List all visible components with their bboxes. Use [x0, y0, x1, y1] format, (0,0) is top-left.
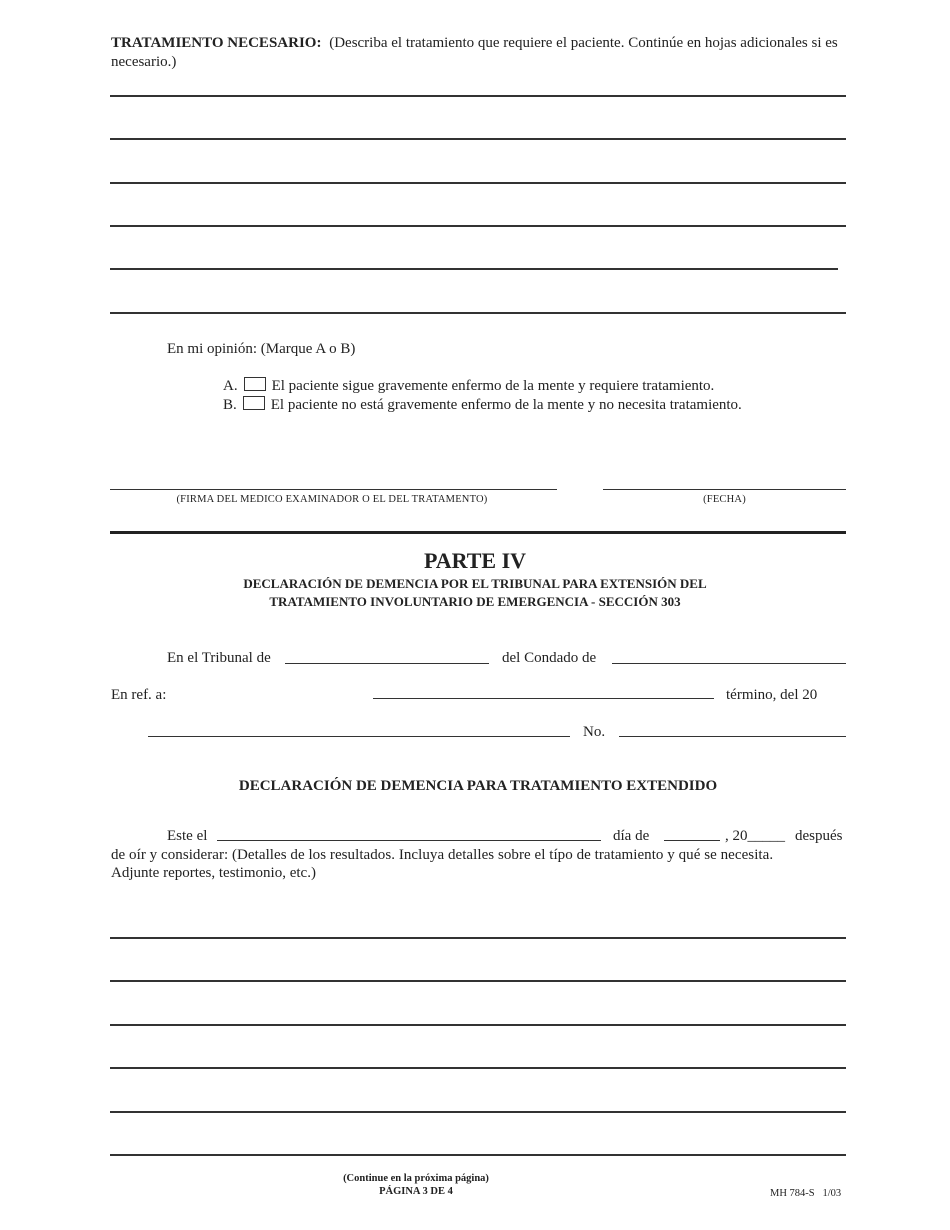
option-a-text: El paciente sigue gravemente enfermo de la mente y requiere tratamiento. [271, 378, 715, 394]
part4-title: PARTE IV [423, 548, 527, 573]
option-a-letter: A. [223, 378, 238, 394]
opinion-prompt: En mi opinión: (Marque A o B) [167, 341, 356, 357]
treatment-section [111, 34, 846, 72]
court-field[interactable] [285, 663, 489, 664]
details-line-2: Adjunte reportes, testimonio, etc.) [111, 865, 316, 881]
number-field[interactable] [619, 736, 846, 737]
term-label: término, del 20 [726, 687, 818, 703]
part4-subtitle-line1: DECLARACIÓN DE DEMENCIA POR EL TRIBUNAL PARA EXTENSIÓN DEL [243, 576, 707, 591]
treatment-line-3[interactable] [110, 182, 846, 184]
year-field[interactable]: , 20_____ [725, 828, 785, 844]
option-b-letter: B. [223, 397, 237, 413]
extended-treatment-heading: DECLARACIÓN DE DEMENCIA PARA TRATAMIENTO EXTENDIDO [238, 778, 718, 794]
form-code: MH 784-S 1/03 [770, 1188, 842, 1199]
option-a-checkbox[interactable] [244, 377, 266, 391]
treatment-line-2[interactable] [110, 138, 846, 140]
part-separator [110, 531, 846, 534]
details-line-field-2[interactable] [110, 980, 846, 982]
number-label: No. [583, 724, 606, 740]
details-line-field-6[interactable] [110, 1154, 846, 1156]
page-number: PÁGINA 3 DE 4 [379, 1186, 453, 1197]
treatment-line-4[interactable] [110, 225, 846, 227]
dia-de-label: día de [613, 828, 650, 844]
ref-field[interactable] [373, 698, 714, 699]
ref-label: En ref. a: [111, 687, 167, 703]
part4-subtitle-line2: TRATAMIENTO INVOLUNTARIO DE EMERGENCIA - SECCIÓN 303 [269, 594, 681, 609]
treatment-instruction: (Describa el tratamiento que requiere el paciente. Continúe en hojas adicionales si es necesario.) [111, 35, 838, 70]
day-field[interactable] [217, 840, 601, 841]
treatment-heading: TRATAMIENTO NECESARIO: [111, 35, 322, 51]
county-field[interactable] [612, 663, 846, 664]
county-label: del Condado de [502, 650, 597, 666]
treatment-line-6[interactable] [110, 312, 846, 314]
details-line-field-1[interactable] [110, 937, 846, 939]
opinion-option-a [223, 377, 714, 396]
treatment-line-5[interactable] [110, 268, 838, 270]
continue-note: (Continue en la próxima página) [343, 1173, 489, 1184]
month-field[interactable] [664, 840, 720, 841]
date-line[interactable] [603, 489, 846, 490]
court-label: En el Tribunal de [167, 650, 271, 666]
despues-label: después [795, 828, 843, 844]
details-line-1: de oír y considerar: (Detalles de los resultados. Incluya detalles sobre el típo de tratamiento y qué se necesita. [111, 847, 774, 863]
treatment-line-1[interactable] [110, 95, 846, 97]
name-field[interactable] [148, 736, 570, 737]
details-line-field-3[interactable] [110, 1024, 846, 1026]
examiner-signature-line[interactable] [110, 489, 557, 490]
details-line-field-5[interactable] [110, 1111, 846, 1113]
option-b-text: El paciente no está gravemente enfermo de la mente y no necesita tratamiento. [270, 397, 742, 413]
opinion-option-b [223, 396, 742, 415]
option-b-checkbox[interactable] [243, 396, 265, 410]
examiner-signature-label: (FIRMA DEL MEDICO EXAMINADOR O EL DEL TRATAMENTO) [176, 494, 488, 505]
date-label: (FECHA) [703, 494, 746, 505]
este-el-label: Este el [167, 828, 208, 844]
details-line-field-4[interactable] [110, 1067, 846, 1069]
